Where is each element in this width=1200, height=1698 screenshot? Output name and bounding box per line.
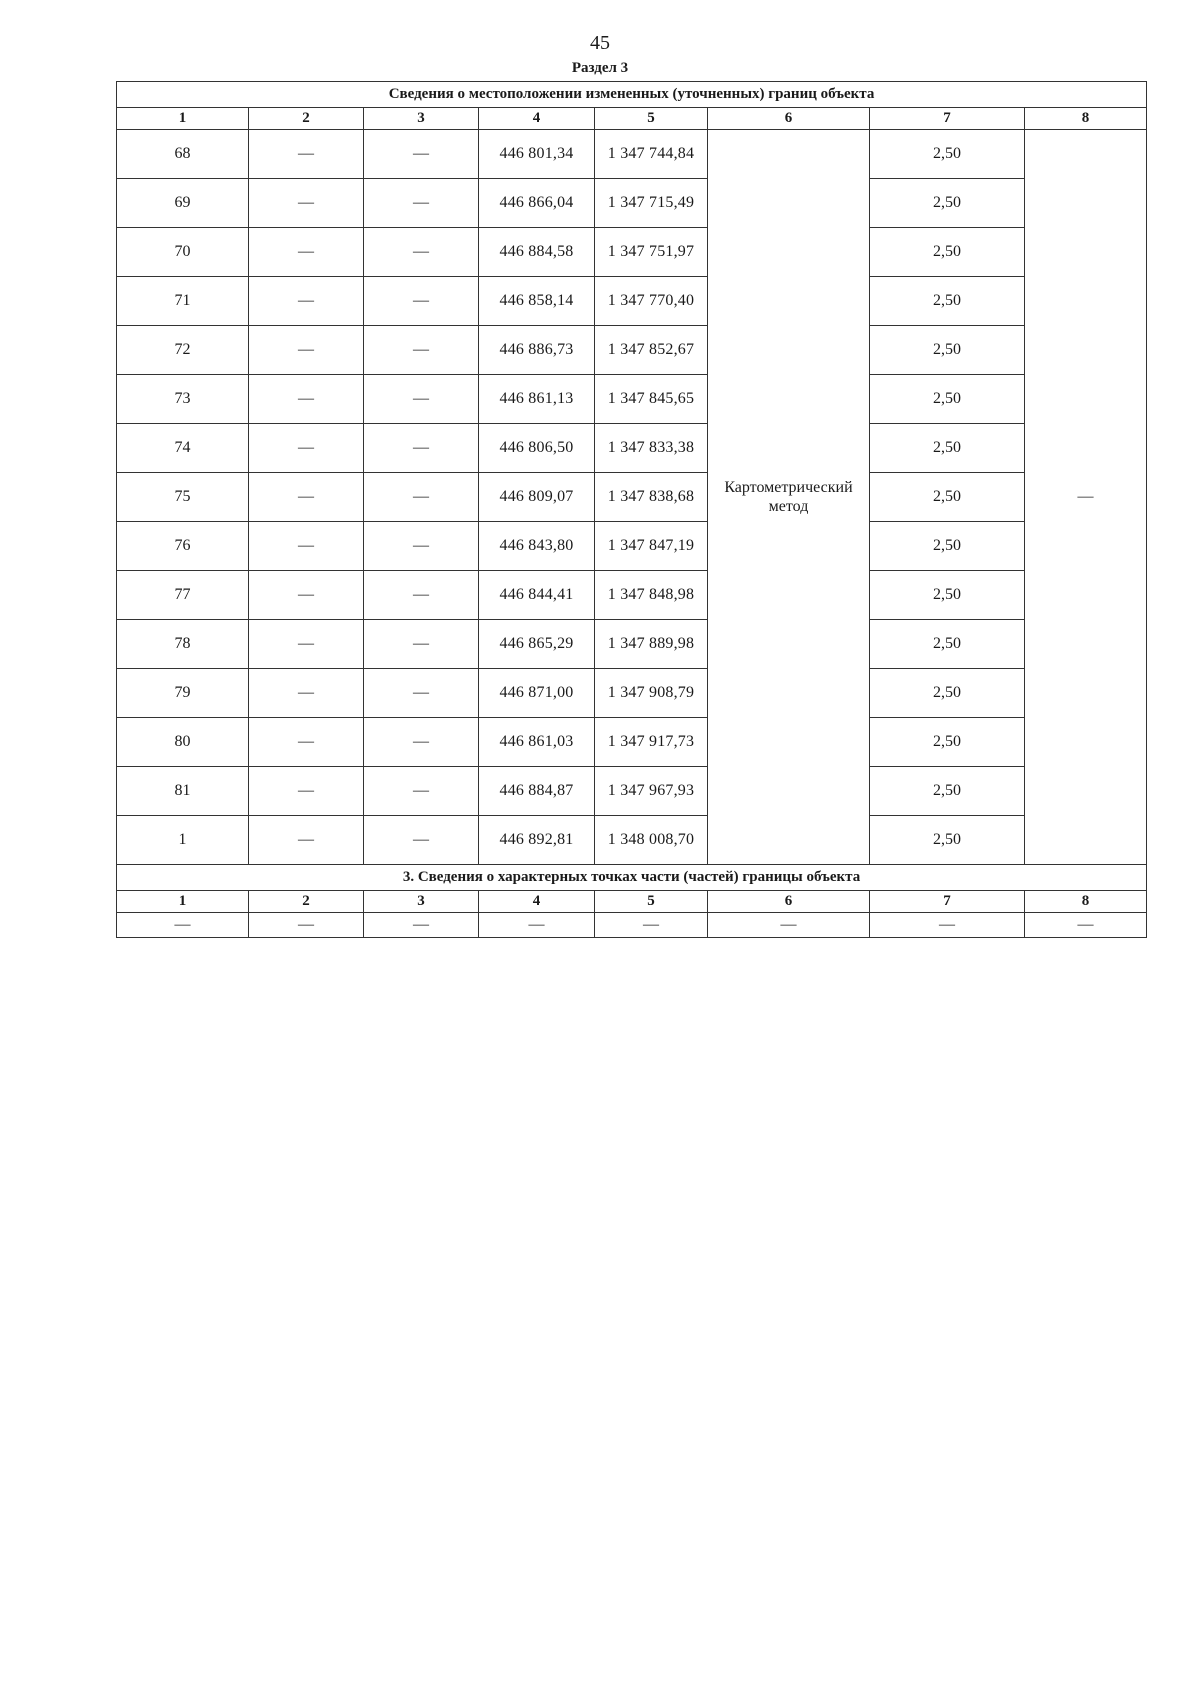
point-cell: 73 [117, 375, 249, 424]
x-coordinate-cell: 446 884,87 [479, 767, 595, 816]
y-coordinate-cell: 1 347 847,19 [595, 522, 708, 571]
column3-cell: — [364, 130, 479, 179]
y-coordinate-cell: 1 347 744,84 [595, 130, 708, 179]
column8-cell: — [1025, 130, 1147, 865]
point-cell: 74 [117, 424, 249, 473]
table-row [117, 228, 1147, 277]
table2-column-number: 6 [708, 891, 870, 913]
y-coordinate-cell: 1 347 715,49 [595, 179, 708, 228]
table2-column-number: 8 [1025, 891, 1147, 913]
table-row [117, 473, 1147, 522]
table2-column-number: 2 [249, 891, 364, 913]
table-row [117, 816, 1147, 865]
table2-cell: — [1025, 913, 1147, 938]
y-coordinate-cell: 1 348 008,70 [595, 816, 708, 865]
accuracy-cell: 2,50 [870, 326, 1025, 375]
point-cell: 75 [117, 473, 249, 522]
column2-cell: — [249, 767, 364, 816]
column2-cell: — [249, 326, 364, 375]
accuracy-cell: 2,50 [870, 473, 1025, 522]
point-cell: 71 [117, 277, 249, 326]
point-cell: 1 [117, 816, 249, 865]
accuracy-cell: 2,50 [870, 424, 1025, 473]
accuracy-cell: 2,50 [870, 571, 1025, 620]
y-coordinate-cell: 1 347 751,97 [595, 228, 708, 277]
point-cell: 78 [117, 620, 249, 669]
point-cell: 68 [117, 130, 249, 179]
table-row [117, 913, 1147, 938]
column3-cell: — [364, 473, 479, 522]
table1-column-number: 5 [595, 108, 708, 130]
boundary-table [116, 81, 1147, 938]
column3-cell: — [364, 375, 479, 424]
table2-cell: — [595, 913, 708, 938]
table2-column-number: 3 [364, 891, 479, 913]
point-cell: 70 [117, 228, 249, 277]
table2-column-numbers [117, 891, 1147, 913]
accuracy-cell: 2,50 [870, 669, 1025, 718]
x-coordinate-cell: 446 801,34 [479, 130, 595, 179]
accuracy-cell: 2,50 [870, 620, 1025, 669]
table2-column-number: 4 [479, 891, 595, 913]
table1-column-number: 1 [117, 108, 249, 130]
y-coordinate-cell: 1 347 852,67 [595, 326, 708, 375]
column2-cell: — [249, 130, 364, 179]
table1-column-number: 2 [249, 108, 364, 130]
column2-cell: — [249, 522, 364, 571]
column2-cell: — [249, 277, 364, 326]
column2-cell: — [249, 424, 364, 473]
y-coordinate-cell: 1 347 848,98 [595, 571, 708, 620]
column2-cell: — [249, 620, 364, 669]
x-coordinate-cell: 446 871,00 [479, 669, 595, 718]
column2-cell: — [249, 816, 364, 865]
accuracy-cell: 2,50 [870, 277, 1025, 326]
point-cell: 69 [117, 179, 249, 228]
column3-cell: — [364, 326, 479, 375]
column2-cell: — [249, 669, 364, 718]
column3-cell: — [364, 179, 479, 228]
table-row [117, 522, 1147, 571]
point-cell: 79 [117, 669, 249, 718]
column2-cell: — [249, 228, 364, 277]
x-coordinate-cell: 446 809,07 [479, 473, 595, 522]
column3-cell: — [364, 571, 479, 620]
table2-cell: — [479, 913, 595, 938]
point-cell: 72 [117, 326, 249, 375]
table1-column-number: 3 [364, 108, 479, 130]
accuracy-cell: 2,50 [870, 522, 1025, 571]
table2-caption: 3. Сведения о характерных точках части (частей) границы объекта [117, 865, 1147, 891]
x-coordinate-cell: 446 866,04 [479, 179, 595, 228]
column3-cell: — [364, 620, 479, 669]
table1-column-numbers [117, 108, 1147, 130]
table2-column-number: 1 [117, 891, 249, 913]
table1-column-number: 4 [479, 108, 595, 130]
table2-column-number: 7 [870, 891, 1025, 913]
accuracy-cell: 2,50 [870, 816, 1025, 865]
accuracy-cell: 2,50 [870, 375, 1025, 424]
column3-cell: — [364, 718, 479, 767]
x-coordinate-cell: 446 806,50 [479, 424, 595, 473]
column3-cell: — [364, 522, 479, 571]
table-row [117, 179, 1147, 228]
table1-column-number: 6 [708, 108, 870, 130]
table-row [117, 326, 1147, 375]
table1-caption: Сведения о местоположении измененных (уточненных) границ объекта [117, 82, 1147, 108]
table-row [117, 767, 1147, 816]
column3-cell: — [364, 816, 479, 865]
column3-cell: — [364, 424, 479, 473]
point-cell: 76 [117, 522, 249, 571]
point-cell: 77 [117, 571, 249, 620]
accuracy-cell: 2,50 [870, 718, 1025, 767]
y-coordinate-cell: 1 347 889,98 [595, 620, 708, 669]
x-coordinate-cell: 446 858,14 [479, 277, 595, 326]
point-cell: 80 [117, 718, 249, 767]
table-row [117, 424, 1147, 473]
x-coordinate-cell: 446 861,13 [479, 375, 595, 424]
accuracy-cell: 2,50 [870, 767, 1025, 816]
table-row [117, 277, 1147, 326]
column2-cell: — [249, 179, 364, 228]
y-coordinate-cell: 1 347 967,93 [595, 767, 708, 816]
y-coordinate-cell: 1 347 833,38 [595, 424, 708, 473]
table-row [117, 571, 1147, 620]
table1-column-number: 7 [870, 108, 1025, 130]
column2-cell: — [249, 375, 364, 424]
column3-cell: — [364, 669, 479, 718]
table2-cell: — [708, 913, 870, 938]
y-coordinate-cell: 1 347 770,40 [595, 277, 708, 326]
column3-cell: — [364, 277, 479, 326]
accuracy-cell: 2,50 [870, 179, 1025, 228]
section-title: Раздел 3 [571, 60, 629, 76]
x-coordinate-cell: 446 843,80 [479, 522, 595, 571]
x-coordinate-cell: 446 861,03 [479, 718, 595, 767]
point-cell: 81 [117, 767, 249, 816]
table-row [117, 375, 1147, 424]
x-coordinate-cell: 446 886,73 [479, 326, 595, 375]
column2-cell: — [249, 571, 364, 620]
column2-cell: — [249, 718, 364, 767]
table2-cell: — [870, 913, 1025, 938]
accuracy-cell: 2,50 [870, 130, 1025, 179]
table-row [117, 620, 1147, 669]
x-coordinate-cell: 446 884,58 [479, 228, 595, 277]
column2-cell: — [249, 473, 364, 522]
table2-cell: — [249, 913, 364, 938]
y-coordinate-cell: 1 347 908,79 [595, 669, 708, 718]
table1-column-number: 8 [1025, 108, 1147, 130]
accuracy-cell: 2,50 [870, 228, 1025, 277]
page-number: 45 [590, 32, 610, 54]
table2-cell: — [364, 913, 479, 938]
method-cell: Картометрический метод [708, 130, 870, 865]
y-coordinate-cell: 1 347 845,65 [595, 375, 708, 424]
table2-cell: — [117, 913, 249, 938]
y-coordinate-cell: 1 347 838,68 [595, 473, 708, 522]
column3-cell: — [364, 767, 479, 816]
column3-cell: — [364, 228, 479, 277]
x-coordinate-cell: 446 844,41 [479, 571, 595, 620]
table-row [117, 718, 1147, 767]
y-coordinate-cell: 1 347 917,73 [595, 718, 708, 767]
x-coordinate-cell: 446 892,81 [479, 816, 595, 865]
table-row [117, 669, 1147, 718]
table2-column-number: 5 [595, 891, 708, 913]
table-row [117, 130, 1147, 179]
x-coordinate-cell: 446 865,29 [479, 620, 595, 669]
